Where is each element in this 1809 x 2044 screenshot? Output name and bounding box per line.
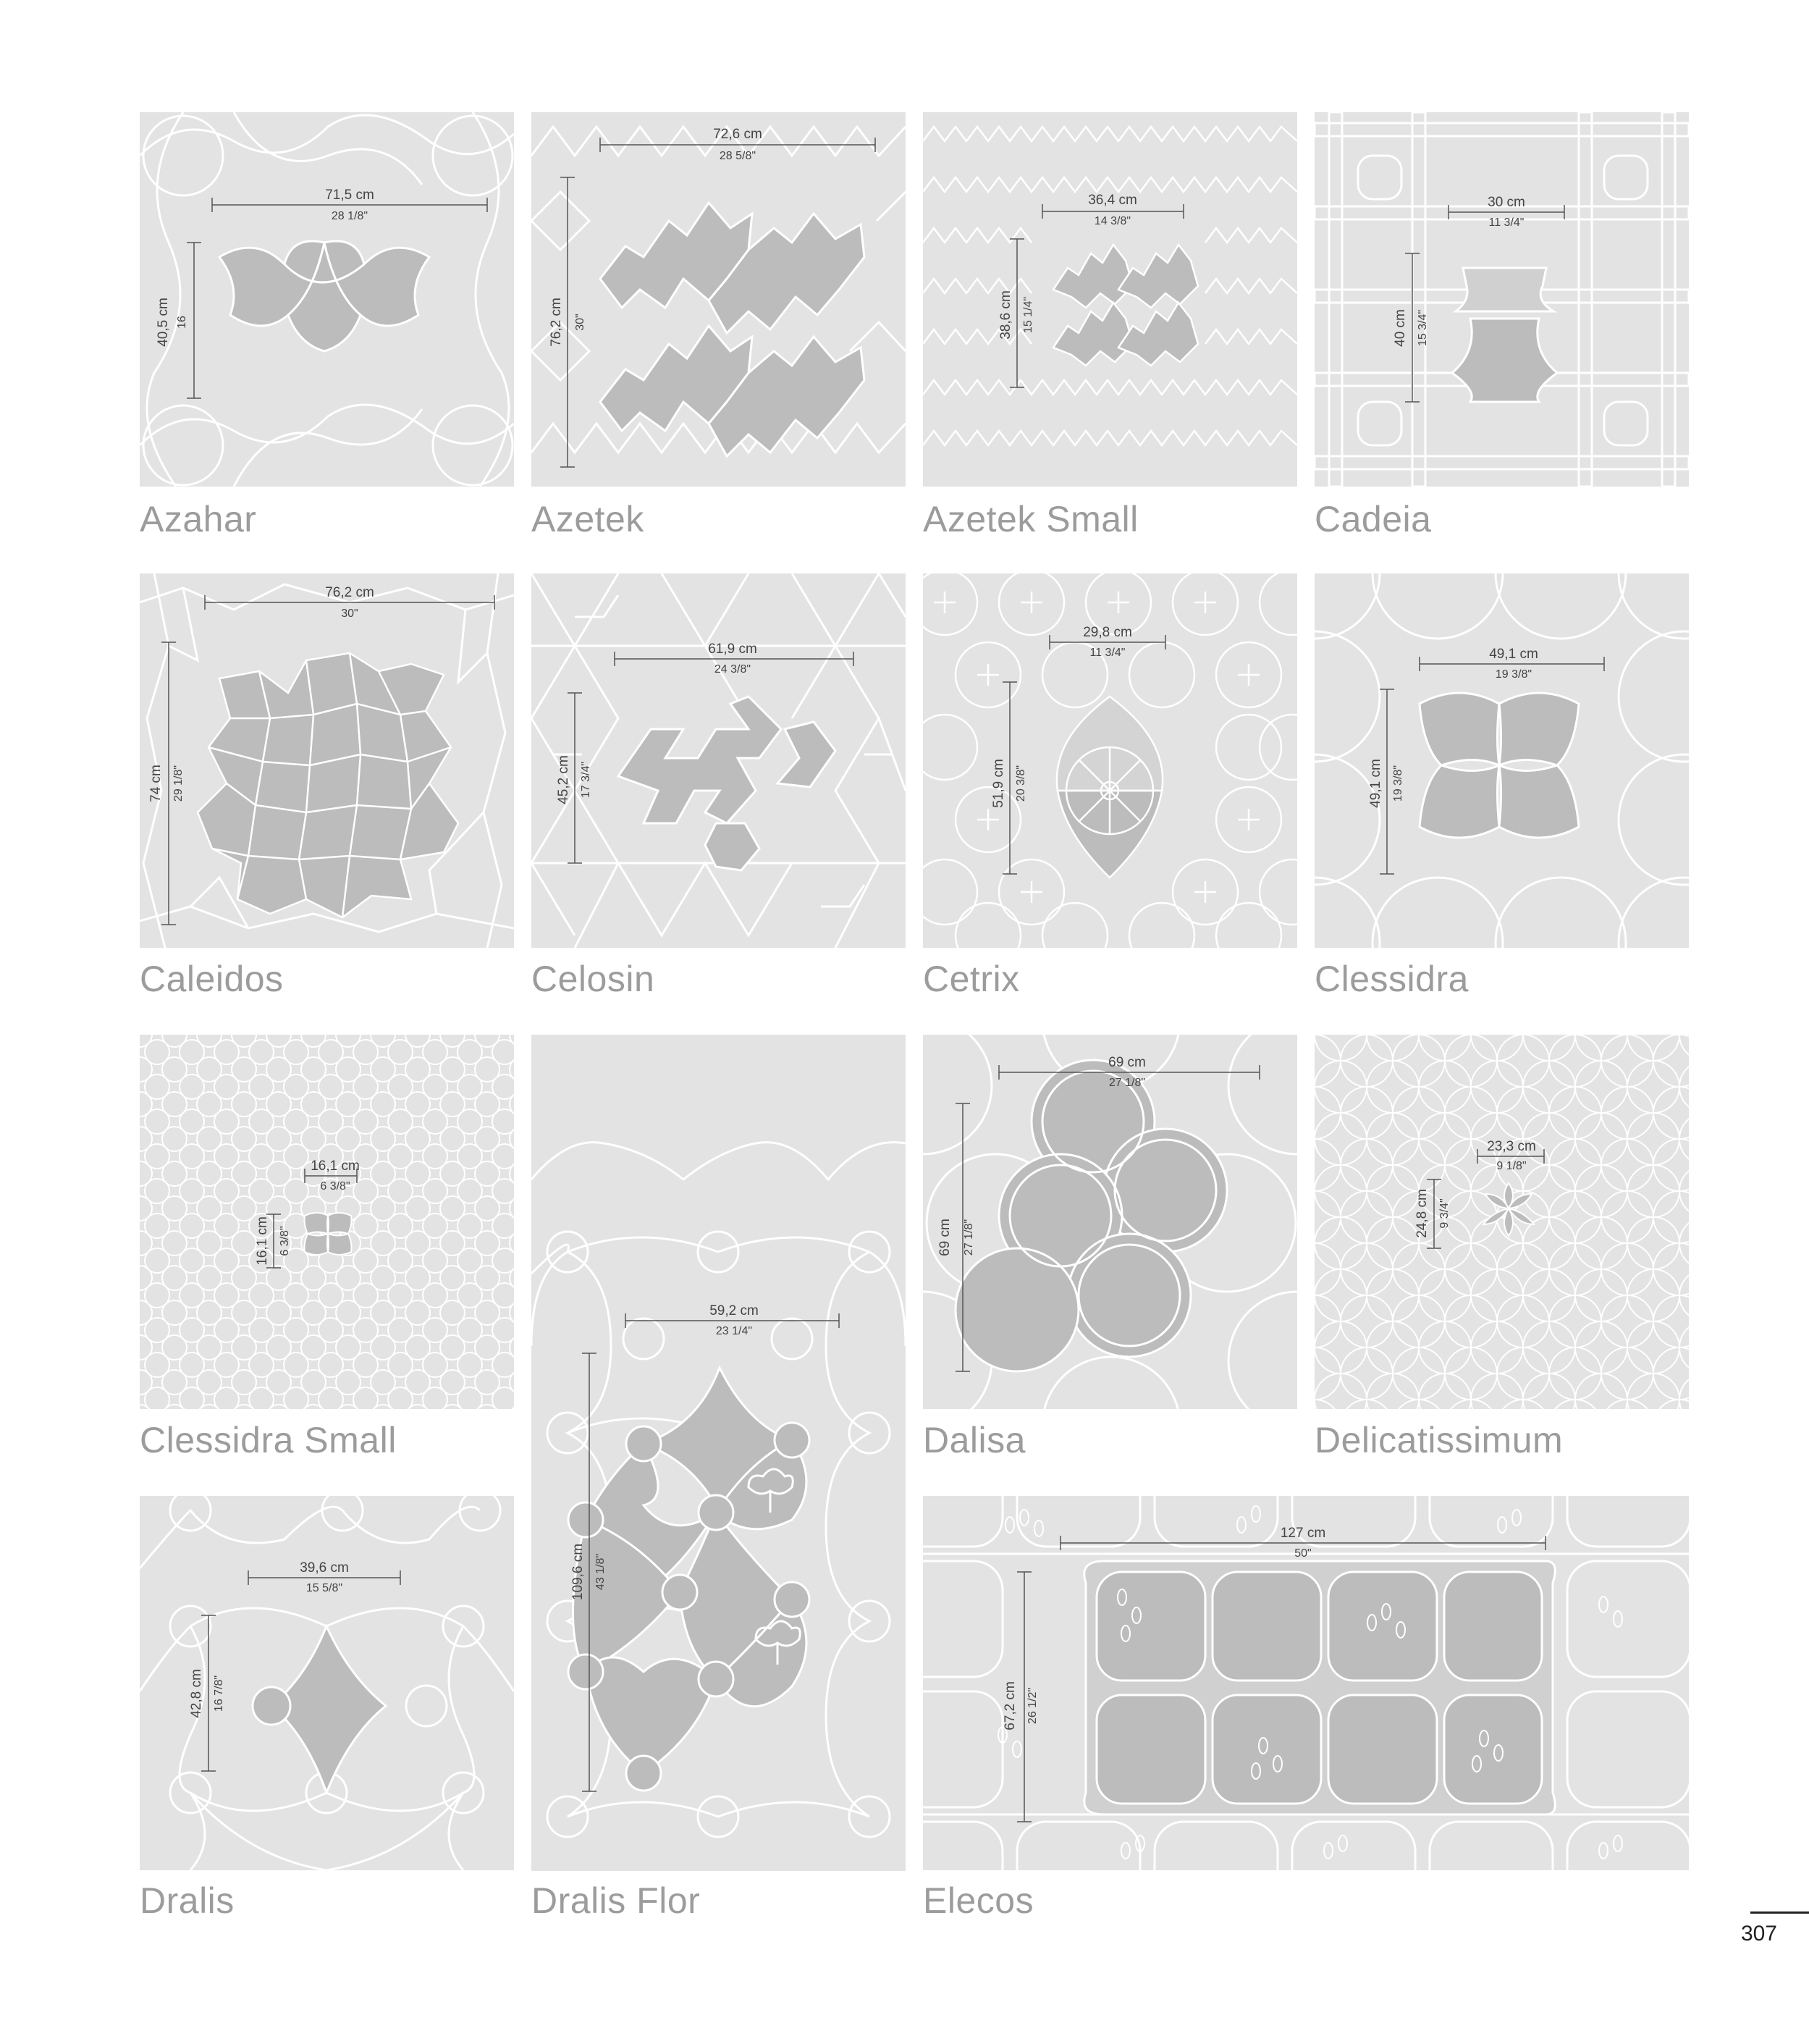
- clessidra-small-width-in: 6 3/8": [320, 1180, 350, 1193]
- clessidra-width-in: 19 3/8": [1495, 668, 1532, 681]
- delicatissimum-width: 23,3 cm: [1487, 1139, 1536, 1154]
- cadeia-width-in: 11 3/4": [1488, 216, 1525, 229]
- dalisa-height: 69 cm: [937, 1219, 953, 1256]
- azetek-pattern: [531, 112, 906, 487]
- caleidos-shape: [198, 653, 458, 917]
- dalisa-width-in: 27 1/8": [1108, 1077, 1146, 1089]
- tile-clessidra-small: [140, 1035, 514, 1409]
- delicatissimum-pattern: [1315, 1035, 1689, 1409]
- dralis-height: 42,8 cm: [189, 1669, 204, 1718]
- clessidra-small-pattern: [140, 1035, 514, 1409]
- azahar-width: 71,5 cm: [325, 188, 374, 203]
- azetek-small-pattern: [923, 112, 1297, 487]
- clessidra-small-height-in: 6 3/8": [279, 1226, 291, 1256]
- tile-azetek: [531, 112, 906, 487]
- dralis-width-in: 15 5/8": [305, 1582, 343, 1594]
- tile-name-dralis-flor: Dralis Flor: [531, 1880, 701, 1921]
- tile-name-clessidra: Clessidra: [1315, 959, 1469, 999]
- tile-azetek-small: [923, 112, 1297, 487]
- elecos-height-in: 26 1/2": [1026, 1687, 1039, 1725]
- azahar-pattern: [140, 112, 514, 487]
- tile-delicatissimum: [1315, 1035, 1689, 1409]
- dalisa-pattern: [923, 1035, 1297, 1409]
- azetek-height: 76,2 cm: [549, 298, 564, 347]
- caleidos-height-in: 29 1/8": [172, 765, 185, 802]
- tile-name-caleidos: Caleidos: [140, 959, 284, 999]
- tile-name-clessidra-small: Clessidra Small: [140, 1420, 397, 1460]
- azahar-shape: [219, 241, 429, 351]
- page-number: 307: [1740, 1922, 1777, 1946]
- caleidos-width: 76,2 cm: [325, 585, 374, 600]
- caleidos-pattern: [140, 573, 514, 948]
- tile-caleidos: [140, 573, 514, 948]
- dralis-flor-width: 59,2 cm: [709, 1303, 759, 1318]
- clessidra-small-height: 16,1 cm: [255, 1216, 270, 1266]
- cetrix-shape: [1057, 697, 1163, 878]
- tile-azahar: [140, 112, 514, 487]
- azahar-width-in: 28 1/8": [331, 210, 368, 222]
- tile-celosin: [531, 573, 906, 948]
- elecos-width: 127 cm: [1280, 1526, 1326, 1541]
- clessidra-width: 49,1 cm: [1489, 647, 1538, 662]
- celosin-width-in: 24 3/8": [714, 663, 751, 676]
- cetrix-width: 29,8 cm: [1083, 625, 1132, 640]
- azetek-small-shape: [1053, 245, 1198, 366]
- elecos-pattern: [923, 1496, 1689, 1870]
- azetek-small-width: 36,4 cm: [1088, 193, 1137, 208]
- tile-name-dalisa: Dalisa: [923, 1420, 1026, 1460]
- cadeia-width: 30 cm: [1488, 195, 1525, 210]
- tile-name-delicatissimum: Delicatissimum: [1315, 1420, 1564, 1460]
- tile-dralis-flor: [531, 1035, 906, 1871]
- tile-name-elecos: Elecos: [923, 1880, 1034, 1921]
- tile-name-cadeia: Cadeia: [1315, 499, 1432, 539]
- dralis-width: 39,6 cm: [300, 1560, 349, 1576]
- cadeia-shape: [1452, 268, 1557, 402]
- cadeia-height-in: 15 3/4": [1417, 309, 1429, 347]
- dralis-height-in: 16 7/8": [213, 1675, 225, 1712]
- clessidra-shape: [1420, 693, 1579, 838]
- azetek-width-in: 28 5/8": [719, 150, 756, 162]
- dralis-flor-pattern: [531, 1035, 906, 1871]
- azahar-height: 40,5 cm: [156, 298, 171, 347]
- tile-name-azetek: Azetek: [531, 499, 644, 539]
- tile-dalisa: [923, 1035, 1297, 1409]
- azetek-small-height: 38,6 cm: [998, 290, 1013, 340]
- tile-elecos: [923, 1496, 1689, 1870]
- delicatissimum-height: 24,8 cm: [1414, 1189, 1430, 1238]
- clessidra-height: 49,1 cm: [1368, 759, 1383, 808]
- cetrix-pattern: [923, 573, 1297, 948]
- azetek-small-width-in: 14 3/8": [1094, 215, 1131, 227]
- cadeia-pattern: [1315, 112, 1689, 487]
- tile-name-celosin: Celosin: [531, 959, 655, 999]
- azetek-width: 72,6 cm: [713, 127, 762, 142]
- tile-name-azahar: Azahar: [140, 499, 257, 539]
- delicatissimum-width-in: 9 1/8": [1496, 1160, 1527, 1172]
- clessidra-small-width: 16,1 cm: [311, 1158, 360, 1174]
- elecos-height: 67,2 cm: [1003, 1681, 1018, 1730]
- celosin-pattern: [531, 573, 906, 948]
- dalisa-height-in: 27 1/8": [963, 1219, 975, 1256]
- cadeia-height: 40 cm: [1393, 309, 1408, 347]
- clessidra-pattern: [1315, 573, 1689, 948]
- tile-name-cetrix: Cetrix: [923, 959, 1020, 999]
- page-number-rule: [1750, 1911, 1809, 1914]
- tile-clessidra: [1315, 573, 1689, 948]
- delicatissimum-height-in: 9 3/4": [1438, 1198, 1451, 1229]
- azetek-small-height-in: 15 1/4": [1022, 296, 1034, 334]
- dalisa-shape: [956, 1060, 1227, 1371]
- tile-name-dralis: Dralis: [140, 1880, 235, 1921]
- celosin-height: 45,2 cm: [556, 755, 571, 804]
- celosin-height-in: 17 3/4": [580, 761, 592, 799]
- dralis-pattern: [140, 1496, 514, 1870]
- celosin-width: 61,9 cm: [708, 642, 757, 657]
- dalisa-width: 69 cm: [1108, 1055, 1146, 1070]
- cetrix-width-in: 11 3/4": [1089, 647, 1126, 659]
- cetrix-height: 51,9 cm: [991, 759, 1006, 808]
- caleidos-width-in: 30": [341, 607, 358, 620]
- tile-name-azetek-small: Azetek Small: [923, 499, 1139, 539]
- tile-cetrix: [923, 573, 1297, 948]
- cetrix-height-in: 20 3/8": [1015, 765, 1027, 802]
- azetek-shape: [600, 203, 864, 456]
- clessidra-height-in: 19 3/8": [1392, 765, 1404, 802]
- tile-cadeia: [1315, 112, 1689, 487]
- elecos-width-in: 50": [1294, 1547, 1312, 1560]
- tile-dralis: [140, 1496, 514, 1870]
- caleidos-height: 74 cm: [148, 765, 164, 802]
- dralis-flor-height-in: 43 1/8": [594, 1553, 607, 1591]
- elecos-shape: [1084, 1561, 1556, 1814]
- azahar-height-in: 16: [176, 316, 188, 329]
- dralis-flor-shape: [573, 1368, 807, 1773]
- azetek-height-in: 30": [574, 314, 586, 331]
- dralis-flor-width-in: 23 1/4": [715, 1325, 753, 1337]
- dralis-flor-height: 109,6 cm: [570, 1543, 586, 1601]
- celosin-shape: [618, 697, 835, 870]
